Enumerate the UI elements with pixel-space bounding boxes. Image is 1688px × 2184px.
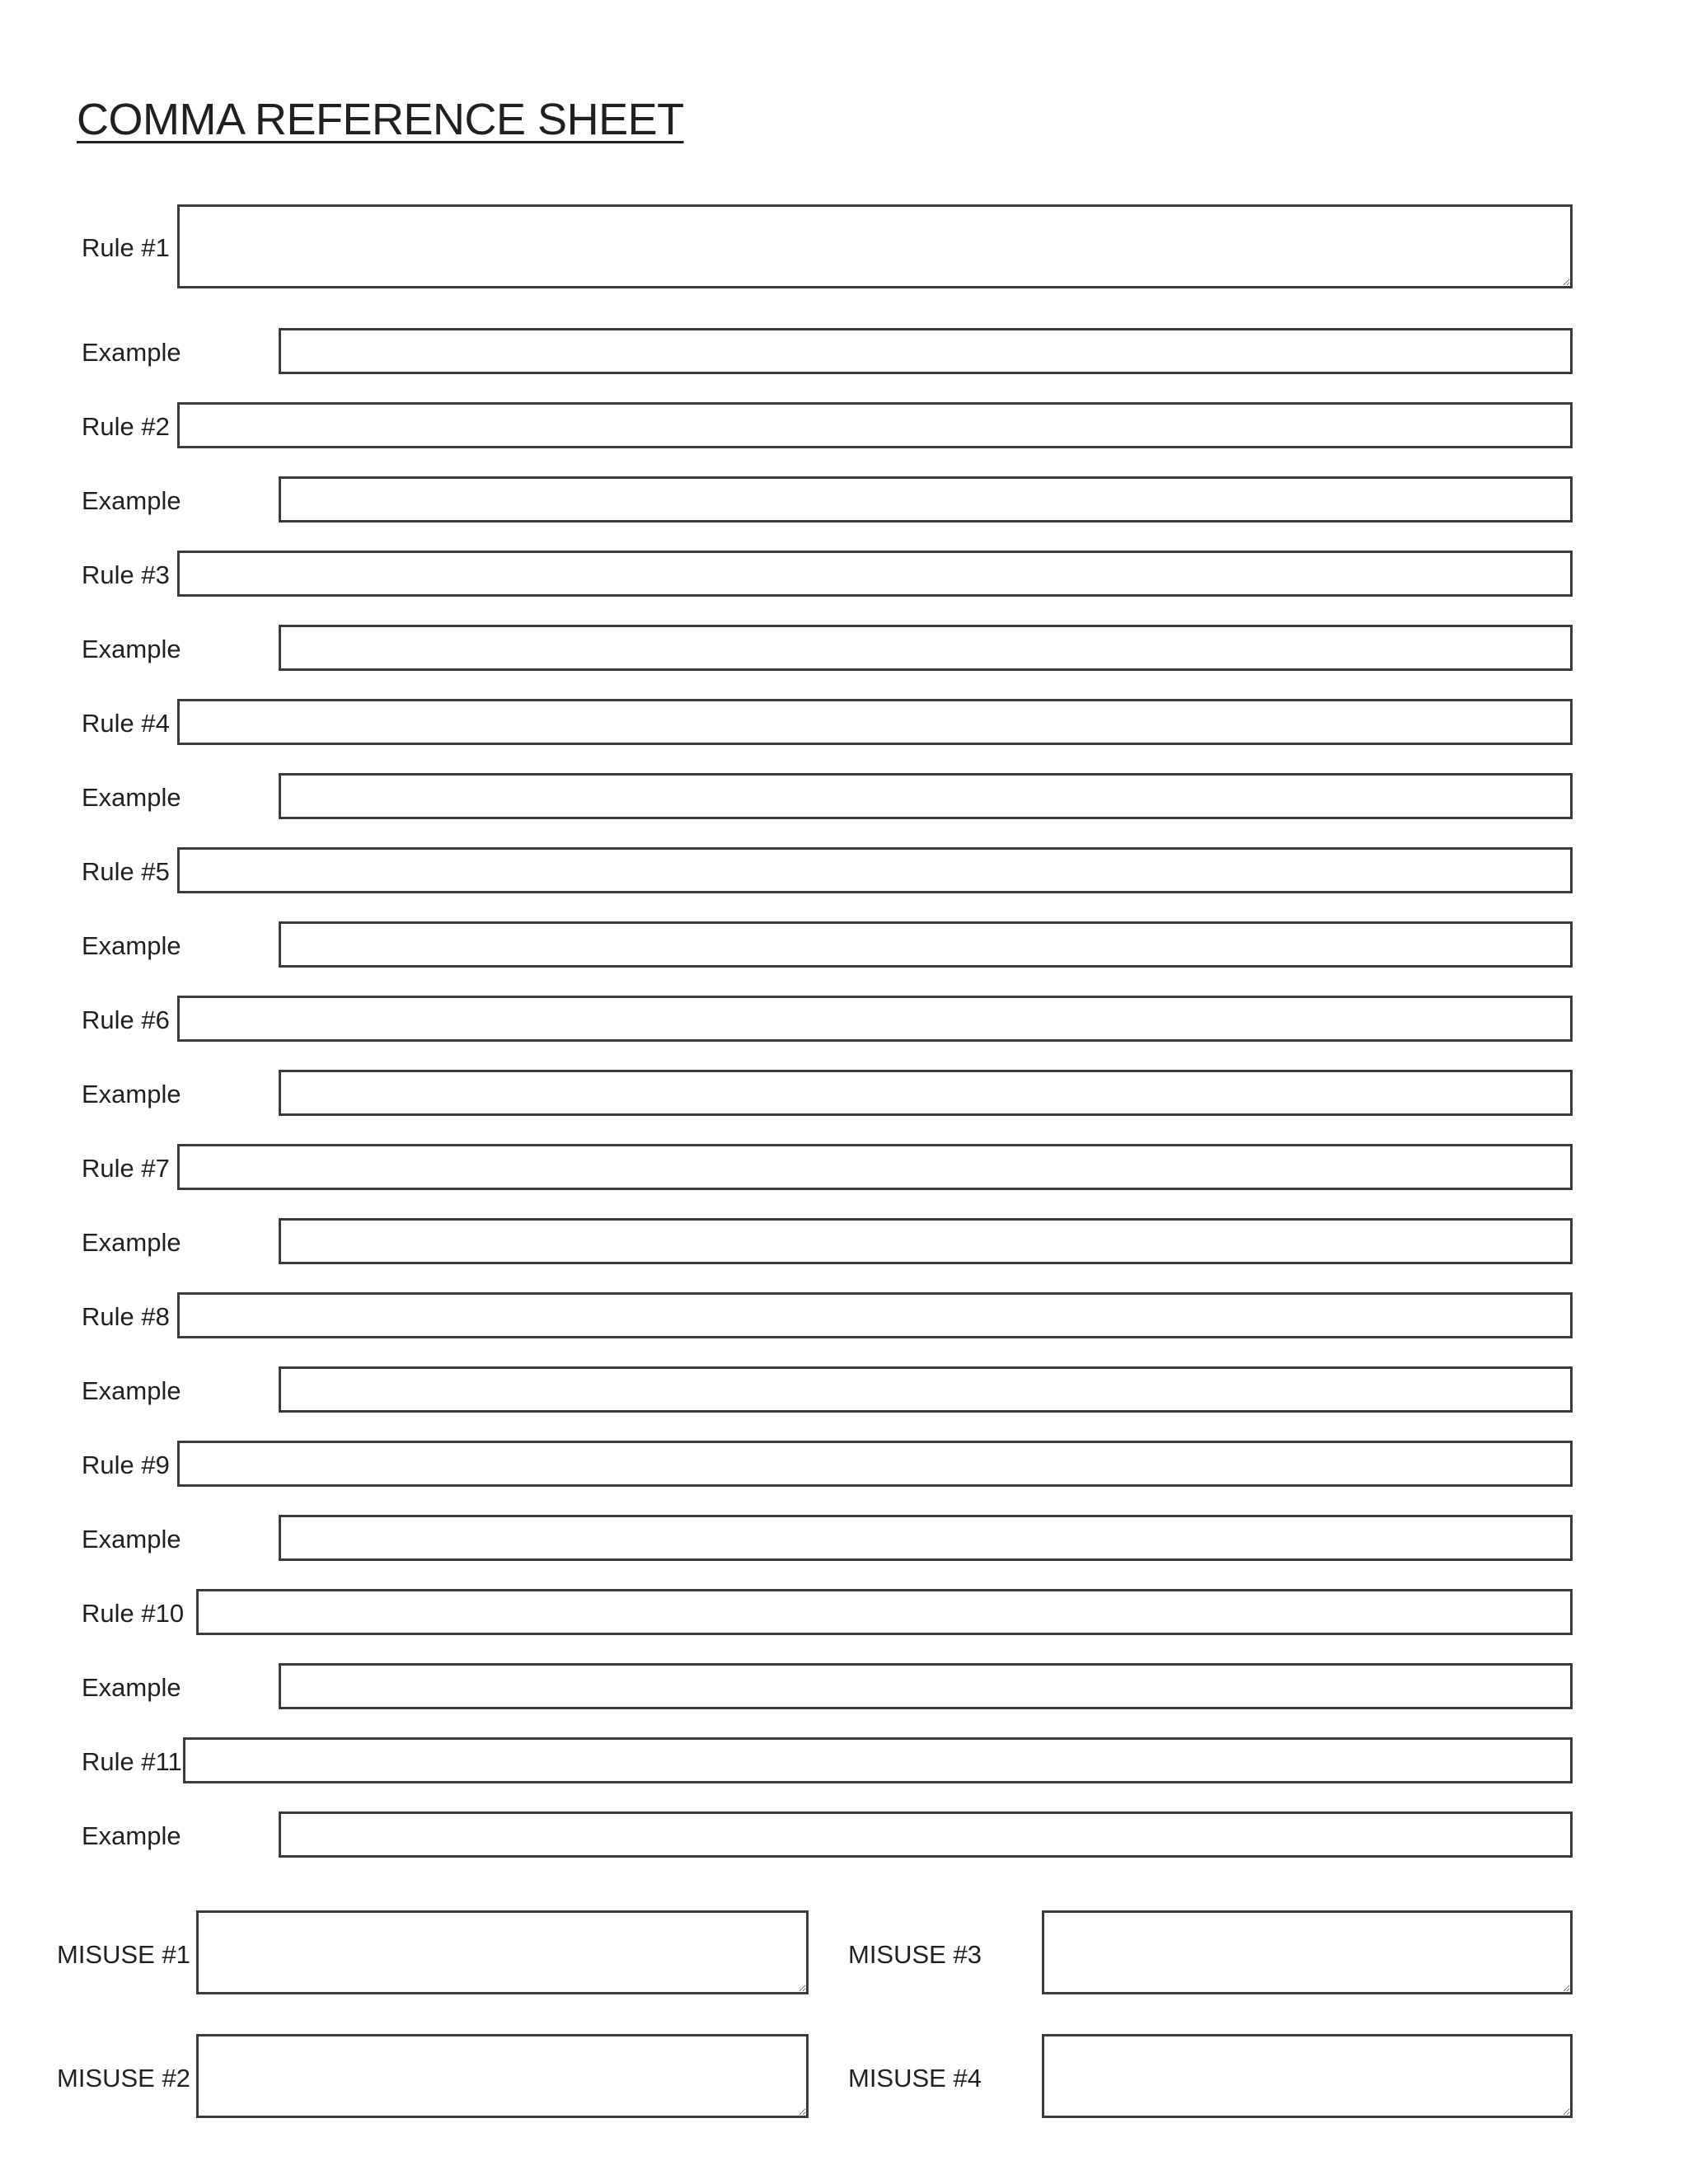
example-5-field[interactable] [279, 921, 1573, 968]
example-11-field[interactable] [279, 1811, 1573, 1858]
example-2-label: Example [82, 486, 181, 515]
rule-2-label: Rule #2 [82, 412, 170, 441]
misuse-4-field[interactable] [1042, 2034, 1573, 2118]
page-title: COMMA REFERENCE SHEET [77, 95, 684, 144]
rule-1-label: Rule #1 [82, 233, 170, 262]
example-6-label: Example [82, 1080, 181, 1108]
rule-1-field[interactable] [177, 204, 1573, 288]
example-2-field[interactable] [279, 476, 1573, 523]
misuse-1-field[interactable] [196, 1910, 809, 1994]
example-8-label: Example [82, 1376, 181, 1405]
rule-6-field[interactable] [177, 996, 1573, 1042]
rule-7-label: Rule #7 [82, 1154, 170, 1183]
example-9-field[interactable] [279, 1515, 1573, 1561]
example-3-field[interactable] [279, 625, 1573, 671]
misuse-2-label: MISUSE #2 [57, 2064, 190, 2093]
misuse-3-field[interactable] [1042, 1910, 1573, 1994]
misuse-3-label: MISUSE #3 [848, 1940, 982, 1969]
rule-5-field[interactable] [177, 847, 1573, 893]
example-11-label: Example [82, 1821, 181, 1850]
example-7-field[interactable] [279, 1218, 1573, 1264]
example-10-label: Example [82, 1673, 181, 1702]
rule-8-label: Rule #8 [82, 1302, 170, 1331]
example-8-field[interactable] [279, 1366, 1573, 1413]
example-1-field[interactable] [279, 328, 1573, 374]
example-9-label: Example [82, 1525, 181, 1554]
example-4-field[interactable] [279, 773, 1573, 819]
example-6-field[interactable] [279, 1070, 1573, 1116]
example-3-label: Example [82, 635, 181, 663]
rule-7-field[interactable] [177, 1144, 1573, 1190]
rule-2-field[interactable] [177, 402, 1573, 448]
rule-5-label: Rule #5 [82, 857, 170, 886]
rule-6-label: Rule #6 [82, 1005, 170, 1034]
rule-11-field[interactable] [183, 1737, 1573, 1783]
rule-9-label: Rule #9 [82, 1451, 170, 1479]
rule-10-field[interactable] [196, 1589, 1573, 1635]
example-4-label: Example [82, 783, 181, 812]
example-10-field[interactable] [279, 1663, 1573, 1709]
rule-3-field[interactable] [177, 551, 1573, 597]
misuse-2-field[interactable] [196, 2034, 809, 2118]
rule-10-label: Rule #10 [82, 1599, 185, 1628]
example-5-label: Example [82, 931, 181, 960]
rule-8-field[interactable] [177, 1292, 1573, 1338]
example-7-label: Example [82, 1228, 181, 1257]
example-1-label: Example [82, 338, 181, 367]
rule-11-label: Rule #11 [82, 1747, 182, 1776]
rule-3-label: Rule #3 [82, 560, 170, 589]
rule-4-label: Rule #4 [82, 709, 170, 738]
misuse-4-label: MISUSE #4 [848, 2064, 982, 2093]
rule-9-field[interactable] [177, 1441, 1573, 1487]
misuse-1-label: MISUSE #1 [57, 1940, 190, 1969]
rule-4-field[interactable] [177, 699, 1573, 745]
